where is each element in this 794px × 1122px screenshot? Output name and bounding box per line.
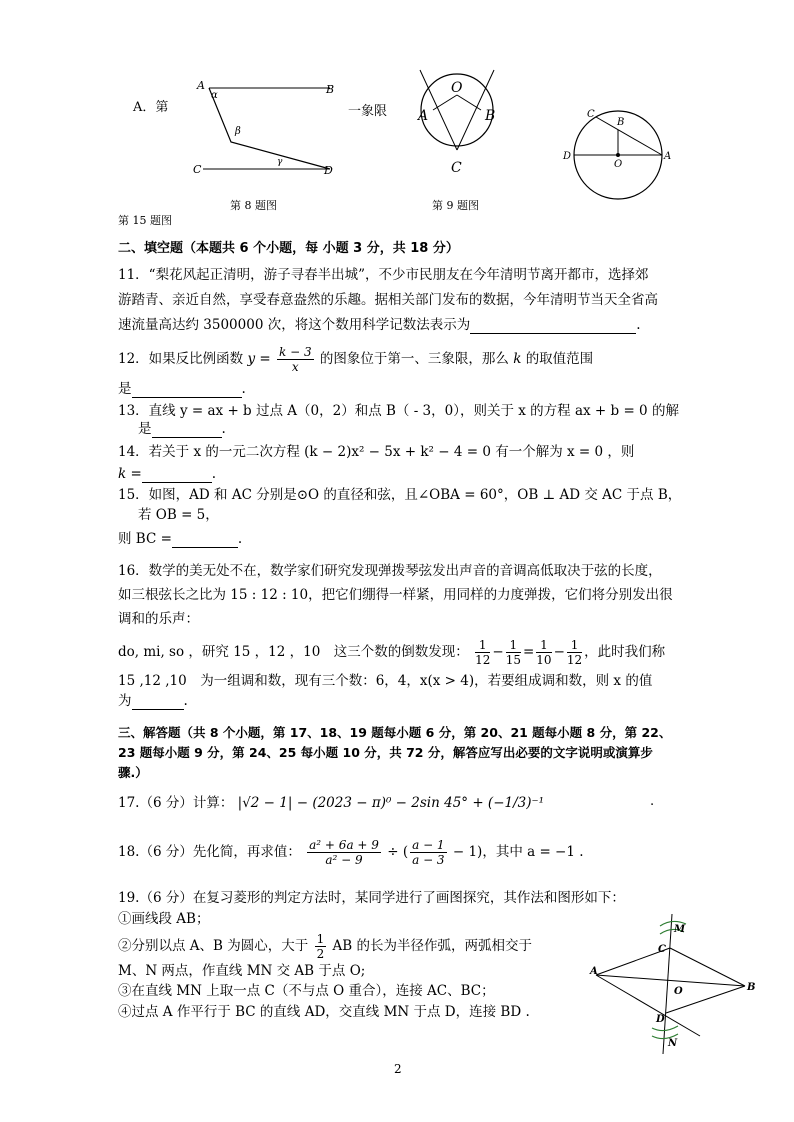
- q13-line1: 13．直线 y = ax + b 过点 A（0，2）和点 B（ - 3，0），则关于 x 的方程 ax + b = 0 的解: [118, 403, 679, 419]
- q15-line3: 则 BC = .: [118, 531, 243, 547]
- q11-line1: 11．“梨花风起正清明，游子寻春半出城”，不少市民朋友在今年清明节离开都市，选择郊: [118, 267, 649, 283]
- fig19-line-mn: [663, 914, 672, 1054]
- fig8-label-d: D: [324, 164, 333, 177]
- q18-frac-2: [410, 838, 446, 867]
- q13-line2: 是 .: [138, 421, 226, 437]
- q16-line4b: ，此时我们称: [584, 644, 666, 660]
- section3-line3: 骤.）: [118, 765, 148, 780]
- q16-frac-1-12-d: 12: [475, 653, 491, 667]
- section2-title: 二、填空题（本题共 6 个小题，每 小题 3 分，共 18 分）: [118, 241, 459, 256]
- fig8-bent-line: [209, 88, 330, 169]
- q16-frac-1-12-n: 1: [475, 638, 490, 653]
- q12-suffix: 的图象位于第一、三象限，那么: [319, 351, 509, 367]
- q18-frac-2-n: a − 1: [412, 838, 445, 852]
- fig15-label-d: D: [563, 151, 572, 162]
- fig8-label-a: A: [197, 79, 205, 92]
- fig15-chord-ac: [596, 117, 662, 155]
- q15-line2: 若 OB = 5，: [138, 507, 219, 523]
- q16-frac-1-10: [536, 638, 551, 667]
- page-number: 2: [394, 1062, 402, 1076]
- q19-half-d: 2: [316, 947, 325, 961]
- q16-frac-1-12: [475, 638, 490, 667]
- figure-9: [410, 68, 505, 180]
- fig19-segment-ab: [596, 975, 745, 986]
- fig15-center-dot: [616, 153, 620, 157]
- q14-line1: 14．若关于 x 的一元二次方程 (k − 2)x² − 5x + k² − 4 = 0 有一个解为 x = 0 ，则: [118, 444, 635, 460]
- q19-line1: 19.（6 分）在复习菱形的判定方法时，某同学进行了画图探究，其作法和图形如下：: [118, 890, 625, 906]
- fig8-label-beta: β: [235, 126, 241, 137]
- fig19-label-n: N: [668, 1038, 678, 1049]
- fig8-caption: 第 8 题图: [230, 199, 277, 212]
- q16-frac-1-15-d: 15: [505, 653, 521, 667]
- q12-answer-blank[interactable]: [132, 383, 242, 398]
- q16-line4: do, mi, so ，研究 15 ，12 ，10 这三个数的倒数发现： $\frac{1}{12}$ − $\frac{1}{15}$ = $\frac{1}{10}$ − $\frac{1}{12}$ ，此时我们称: [118, 638, 666, 667]
- fig19-line-ad: [596, 975, 700, 1036]
- q16-frac-1-12b-n: 1: [567, 638, 582, 653]
- q18-prefix: 18.（6 分）先化简，再求值：: [118, 844, 301, 860]
- q17-trailing-dot: .: [650, 794, 655, 809]
- q16-line2: 如三根弦长之比为 15 : 12 : 10，把它们绷得一样紧，用同样的力度弹拨，它们将分别发出很: [118, 587, 673, 603]
- q12-denom: x: [291, 360, 299, 374]
- fig15-label-c: C: [587, 109, 595, 120]
- q18-frac-2-d: a − 3: [412, 853, 445, 867]
- fig9-label-a: A: [418, 108, 429, 124]
- q13-answer-blank[interactable]: [152, 423, 222, 438]
- q15-answer-blank[interactable]: [172, 533, 238, 548]
- fig9-label-o: O: [451, 80, 463, 96]
- q16-line6-text: 为: [118, 693, 132, 709]
- fig9-label-c: C: [451, 160, 462, 176]
- q14-answer-blank[interactable]: [142, 468, 212, 483]
- fig9-radius-oa: [433, 95, 457, 110]
- fig8-label-alpha: α: [211, 90, 218, 101]
- fig9-radius-ob: [457, 95, 481, 110]
- q12-prefix: 12．如果反比例函数: [118, 351, 244, 367]
- q12-y: y =: [247, 351, 271, 367]
- fig15-label-a: A: [664, 151, 672, 162]
- q19-half: [315, 932, 327, 961]
- q11-line3: 速流量高达约 3500000 次，将这个数用科学记数法表示为 .: [118, 317, 641, 333]
- q16-line3: 调和的乐声：: [118, 611, 199, 627]
- fig15-label-o: O: [614, 159, 623, 170]
- fig19-segment-bc: [670, 948, 745, 986]
- q12-fraction: [277, 345, 314, 374]
- q12-line2: 是 .: [118, 381, 246, 397]
- fig19-label-d: D: [656, 1014, 665, 1025]
- q15-line3-text: 则 BC =: [118, 531, 172, 547]
- q15-line1: 15．如图，AD 和 AC 分别是⊙O 的直径和弦，且∠OBA = 60°，OB ⊥ AD 交 AC 于点 B，: [118, 487, 682, 503]
- q16-frac-1-15-n: 1: [506, 638, 521, 653]
- q18-tail: ，其中 a = −1 .: [482, 844, 584, 860]
- fig19-label-a: A: [590, 966, 598, 977]
- q18-div: ÷: [387, 844, 399, 860]
- q12-line1: [118, 345, 593, 374]
- q16-frac-1-10-d: 10: [536, 653, 552, 667]
- q11-answer-blank[interactable]: [470, 319, 636, 334]
- q18-line: 18.（6 分）先化简，再求值： $\frac{\text{a² + 6a + 9}}{\text{a² − 9}}$ ÷ ( $\frac{a - 1}{a - 3}$ − 1)，其中 a = −1 .: [118, 838, 584, 867]
- q16-frac-1-12b-d: 12: [566, 653, 583, 667]
- q19-line2: ①画线段 AB；: [118, 911, 210, 927]
- q19-half-n: 1: [316, 932, 325, 946]
- leftover-option-a: A．第: [133, 100, 169, 115]
- fig19-label-c: C: [658, 944, 666, 955]
- q19-line6: ④过点 A 作平行于 BC 的直线 AD，交直线 MN 于点 D，连接 BD .: [118, 1004, 530, 1020]
- q12-tail: 的取值范围: [525, 351, 594, 367]
- fig19-label-m: M: [674, 924, 686, 935]
- q11-line2: 游踏青、亲近自然，享受春意盎然的乐趣。据相关部门发布的数据，今年清明节当天全省高: [118, 292, 658, 308]
- fig19-label-b: B: [747, 982, 756, 993]
- q19-line3b: AB 的长为半径作弧，两弧相交于: [332, 938, 532, 954]
- fig8-label-c: C: [193, 163, 202, 176]
- q13-line2-text: 是: [138, 421, 152, 437]
- q14-line2-text: k =: [118, 466, 142, 482]
- fig15-label-b: B: [617, 117, 625, 128]
- q16-line5: 15 ,12 ,10 为一组调和数，现有三个数：6，4，x(x > 4)，若要组成调和数，则 x 的值: [118, 673, 653, 689]
- q18-frac-1-n: a² + 6a + 9: [309, 838, 379, 852]
- figure-8: [185, 78, 345, 188]
- q17-expression: |√2 − 1| − (2023 − π)⁰ − 2sin 45° + (−1/3)⁻¹: [237, 795, 545, 811]
- q19-line3: [118, 932, 532, 961]
- q16-frac-1-12b: [567, 638, 582, 667]
- q16-frac-1-10-n: 1: [536, 638, 551, 653]
- q11-line3-text: 速流量高达约 3500000 次，将这个数用科学记数法表示为: [118, 317, 471, 333]
- fig9-label-b: B: [485, 108, 496, 124]
- leftover-option-a-suffix: 一象限: [348, 104, 388, 119]
- q12-numer: k − 3: [279, 345, 312, 359]
- q19-line4: M、N 两点，作直线 MN 交 AB 于点 O;: [118, 963, 366, 979]
- figure-19: [560, 910, 770, 1060]
- fig19-label-o: O: [674, 986, 683, 997]
- q17-line: [118, 794, 544, 812]
- q18-frac-1: [307, 838, 381, 867]
- q16-answer-blank[interactable]: [132, 695, 184, 710]
- fig15-caption: 第 15 题图: [118, 214, 172, 227]
- q16-line1: 16．数学的美无处不在，数学家们研究发现弹拨琴弦发出声音的音调高低取决于弦的长度，: [118, 563, 662, 579]
- fig9-caption: 第 9 题图: [432, 199, 479, 212]
- q12-line2-text: 是: [118, 381, 132, 397]
- section3-line1: 三、解答题（共 8 个小题，第 17、18、19 题每小题 6 分，第 20、21 题每小题 8 分，第 22、: [118, 725, 672, 740]
- q18-frac-1-d: a² − 9: [325, 853, 363, 867]
- q16-line4a: do, mi, so ，研究 15 ，12 ，10 这三个数的倒数发现：: [118, 644, 469, 660]
- q16-line6: 为 .: [118, 693, 188, 709]
- q19-line3a: ②分别以点 A、B 为圆心，大于: [118, 938, 309, 954]
- q19-line5: ③在直线 MN 上取一点 C（不与点 O 重合），连接 AC、BC；: [118, 983, 495, 999]
- section3-line2: 23 题每小题 9 分，第 24、25 每小题 10 分，共 72 分，解答应写出必要的文字说明或演算步: [118, 745, 653, 760]
- q17-prefix: 17.（6 分）计算：: [118, 795, 234, 811]
- figure-15: [560, 105, 680, 205]
- fig8-label-b: B: [326, 83, 335, 96]
- q14-line2: k = .: [118, 466, 217, 482]
- q12-k: k: [513, 351, 522, 367]
- q16-frac-1-15: [506, 638, 521, 667]
- fig8-label-gamma: γ: [277, 157, 283, 167]
